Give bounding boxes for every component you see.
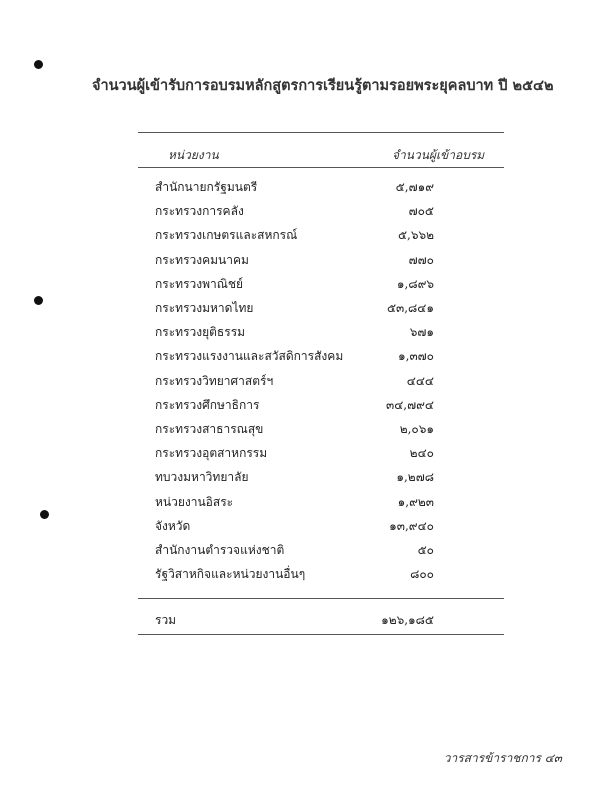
table-row <box>0 347 612 367</box>
participant-count: ๓๔,๗๙๔ <box>386 397 434 412</box>
agency-name: กระทรวงยุติธรรม <box>155 325 246 340</box>
table-top-rule <box>138 132 504 133</box>
participant-count: ๗๗๐ <box>408 252 434 267</box>
participant-count: ๕๓,๘๔๑ <box>386 301 434 315</box>
agency-name: กระทรวงการคลัง <box>155 204 244 219</box>
participant-count: ๒๔๐ <box>409 446 434 461</box>
participant-count: ๕,๖๖๒ <box>397 228 434 243</box>
table-row <box>0 226 612 246</box>
agency-name: สำนักงานตำรวจแห่งชาติ <box>155 543 285 557</box>
table-bottom-rule <box>138 634 504 635</box>
table-row <box>0 323 612 343</box>
table-row <box>0 468 612 488</box>
table-row <box>0 202 612 222</box>
participant-count: ๑,๒๗๘ <box>396 470 434 485</box>
punch-hole-top <box>34 60 43 69</box>
participant-count: ๑,๓๗๐ <box>398 349 434 364</box>
agency-name: กระทรวงอุตสาหกรรม <box>155 446 268 461</box>
agency-name: หน่วยงานอิสระ <box>155 494 234 509</box>
page-title: จำนวนผู้เข้ารับการอบรมหลักสูตรการเรียนรู้ตามรอยพระยุคลบาท ปี ๒๕๔๒ <box>92 77 554 94</box>
agency-name: กระทรวงศึกษาธิการ <box>155 397 260 412</box>
participant-count: ๔๔๔ <box>406 373 434 388</box>
total-label: รวม <box>155 613 177 627</box>
table-row <box>0 372 612 392</box>
table-row <box>0 396 612 416</box>
participant-count: ๘๐๐ <box>410 567 434 582</box>
agency-name: กระทรวงแรงงานและสวัสดิการสังคม <box>155 349 344 364</box>
agency-name: รัฐวิสาหกิจและหน่วยงานอื่นๆ <box>155 567 306 582</box>
agency-name: จังหวัด <box>155 518 191 533</box>
participant-count: ๗๐๕ <box>408 204 434 219</box>
participant-count: ๑,๙๒๓ <box>397 494 434 509</box>
agency-name: ทบวงมหาวิทยาลัย <box>155 470 249 485</box>
table-row <box>0 299 612 319</box>
agency-name: กระทรวงสาธารณสุข <box>155 422 264 436</box>
agency-name: กระทรวงพาณิชย์ <box>155 276 244 291</box>
agency-name: กระทรวงเกษตรและสหกรณ์ <box>155 228 298 243</box>
table-row <box>0 251 612 271</box>
table-row <box>0 541 612 561</box>
participant-count: ๕,๗๑๙ <box>395 180 434 194</box>
table-row <box>0 565 612 585</box>
participant-count: ๕๐ <box>417 543 434 557</box>
agency-name: กระทรวงมหาดไทย <box>155 301 254 315</box>
participant-count: ๒,๐๖๑ <box>399 422 434 436</box>
table-row <box>0 178 612 198</box>
agency-name: กระทรวงวิทยาศาสตร์ฯ <box>155 373 274 388</box>
page-footer: วารสารข้าราชการ ๔๓ <box>443 751 562 765</box>
participant-count: ๑๓,๙๔๐ <box>389 518 434 533</box>
column-header-agency: หน่วยงาน <box>168 148 219 162</box>
total-value: ๑๒๖,๑๘๕ <box>381 613 434 627</box>
table-row <box>0 493 612 513</box>
table-row <box>0 420 612 440</box>
table-row <box>0 517 612 537</box>
table-header-rule <box>138 167 504 168</box>
agency-name: กระทรวงคมนาคม <box>155 252 249 267</box>
table-row <box>0 275 612 295</box>
agency-name: สำนักนายกรัฐมนตรี <box>155 180 258 194</box>
participant-count: ๑,๘๙๖ <box>396 276 434 291</box>
table-row <box>0 444 612 464</box>
table-total-rule <box>138 598 504 599</box>
column-header-count: จำนวนผู้เข้าอบรม <box>392 148 485 162</box>
participant-count: ๖๗๑ <box>409 325 434 340</box>
